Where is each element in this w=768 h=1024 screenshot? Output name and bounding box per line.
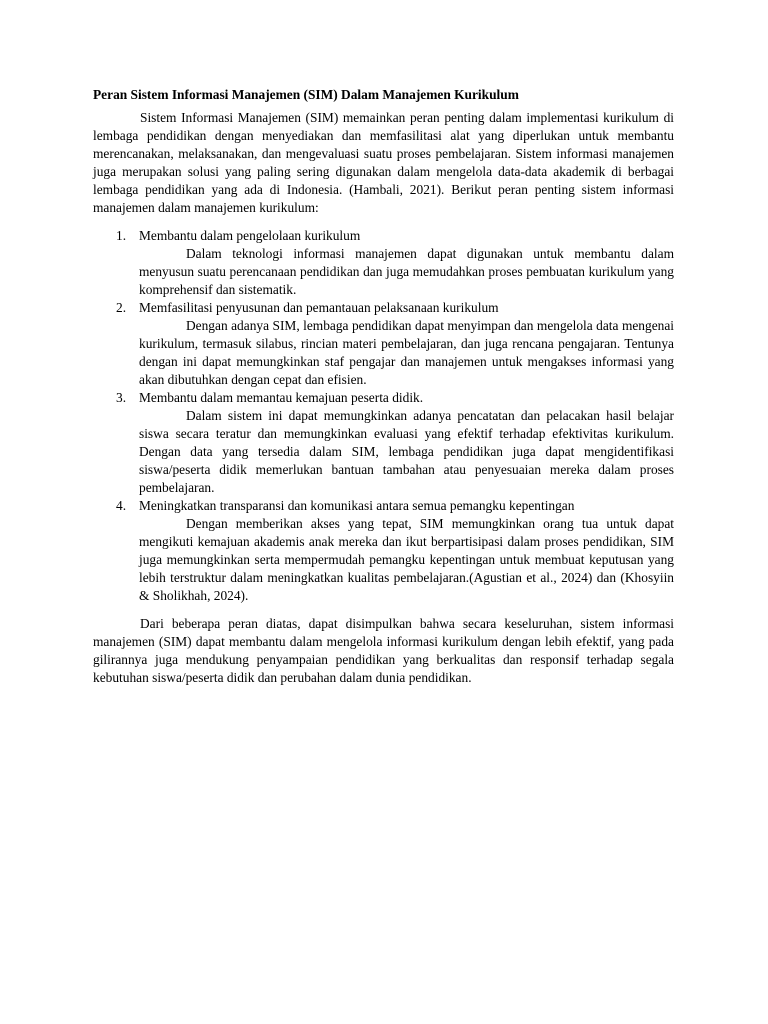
list-item [93, 299, 674, 389]
list-item-body: Dengan memberikan akses yang tepat, SIM memungkinkan orang tua untuk dapat mengikuti kemajuan akademis anak mereka dan ikut berpartisipasi dalam proses pendidikan, SIM juga memungkinkan serta mempermudah pemangku kepentingan untuk membuat keputusan yang lebih terstruktur dalam meningkatkan kualitas pembelajaran.(Agustian et al., 2024) dan (Khosyiin & Sholikhah, 2024). [139, 516, 674, 603]
list-item [93, 497, 674, 605]
list-item-heading: Membantu dalam pengelolaan kurikulum [139, 228, 361, 243]
list-item-number: 4. [116, 498, 127, 513]
list-item [93, 389, 674, 497]
list-item-number: 1. [116, 228, 127, 243]
roles-list [93, 227, 674, 605]
list-item-body: Dalam teknologi informasi manajemen dapat digunakan untuk membantu dalam menyusun suatu perencanaan pendidikan dan juga memudahkan proses pembuatan kurikulum yang komprehensif dan sistematik. [139, 246, 674, 297]
list-item-number: 2. [116, 300, 127, 315]
document-page [93, 86, 674, 687]
intro-paragraph: Sistem Informasi Manajemen (SIM) memainkan peran penting dalam implementasi kurikulum di lembaga pendidikan dengan menyediakan dan memfasilitasi alat yang diperlukan untuk membantu merencanakan, melaksanakan, dan mengevaluasi suatu proses pembelajaran. Sistem informasi manajemen juga merupakan solusi yang paling sering digunakan dalam mengelola data-data akademik di berbagai lembaga pendidikan yang ada di Indonesia. (Hambali, 2021). Berikut peran penting sistem informasi manajemen dalam manajemen kurikulum: [93, 110, 674, 215]
list-item-heading: Membantu dalam memantau kemajuan peserta didik. [139, 390, 424, 405]
list-item [93, 227, 674, 299]
list-item-body: Dengan adanya SIM, lembaga pendidikan dapat menyimpan dan mengelola data mengenai kurikulum, termasuk silabus, rincian materi pembelajaran, dan juga rencana pengajaran. Tentunya dengan ini dapat memungkinkan staf pengajar dan manajemen untuk mengakses informasi yang akan dibutuhkan dengan cepat dan efisien. [139, 318, 674, 387]
list-item-body: Dalam sistem ini dapat memungkinkan adanya pencatatan dan pelacakan hasil belajar siswa secara teratur dan memungkinkan evaluasi yang efektif terhadap efektivitas kurikulum. Dengan data yang tersedia dalam SIM, lembaga pendidikan juga dapat mengidentifikasi siswa/peserta didik memerlukan bantuan tambahan atau penyesuaian mereka dalam proses pembelajaran. [139, 408, 674, 495]
list-item-heading: Meningkatkan transparansi dan komunikasi antara semua pemangku kepentingan [139, 498, 575, 513]
list-item-number: 3. [116, 390, 127, 405]
document-title: Peran Sistem Informasi Manajemen (SIM) Dalam Manajemen Kurikulum [93, 87, 519, 102]
conclusion-paragraph: Dari beberapa peran diatas, dapat disimpulkan bahwa secara keseluruhan, sistem informasi manajemen (SIM) dapat membantu dalam mengelola informasi kurikulum dengan lebih efektif, yang pada gilirannya juga mendukung penyampaian pendidikan yang berkualitas dan responsif terhadap segala kebutuhan siswa/peserta didik dan perubahan dalam dunia pendidikan. [93, 616, 674, 685]
list-item-heading: Memfasilitasi penyusunan dan pemantauan pelaksanaan kurikulum [139, 300, 499, 315]
